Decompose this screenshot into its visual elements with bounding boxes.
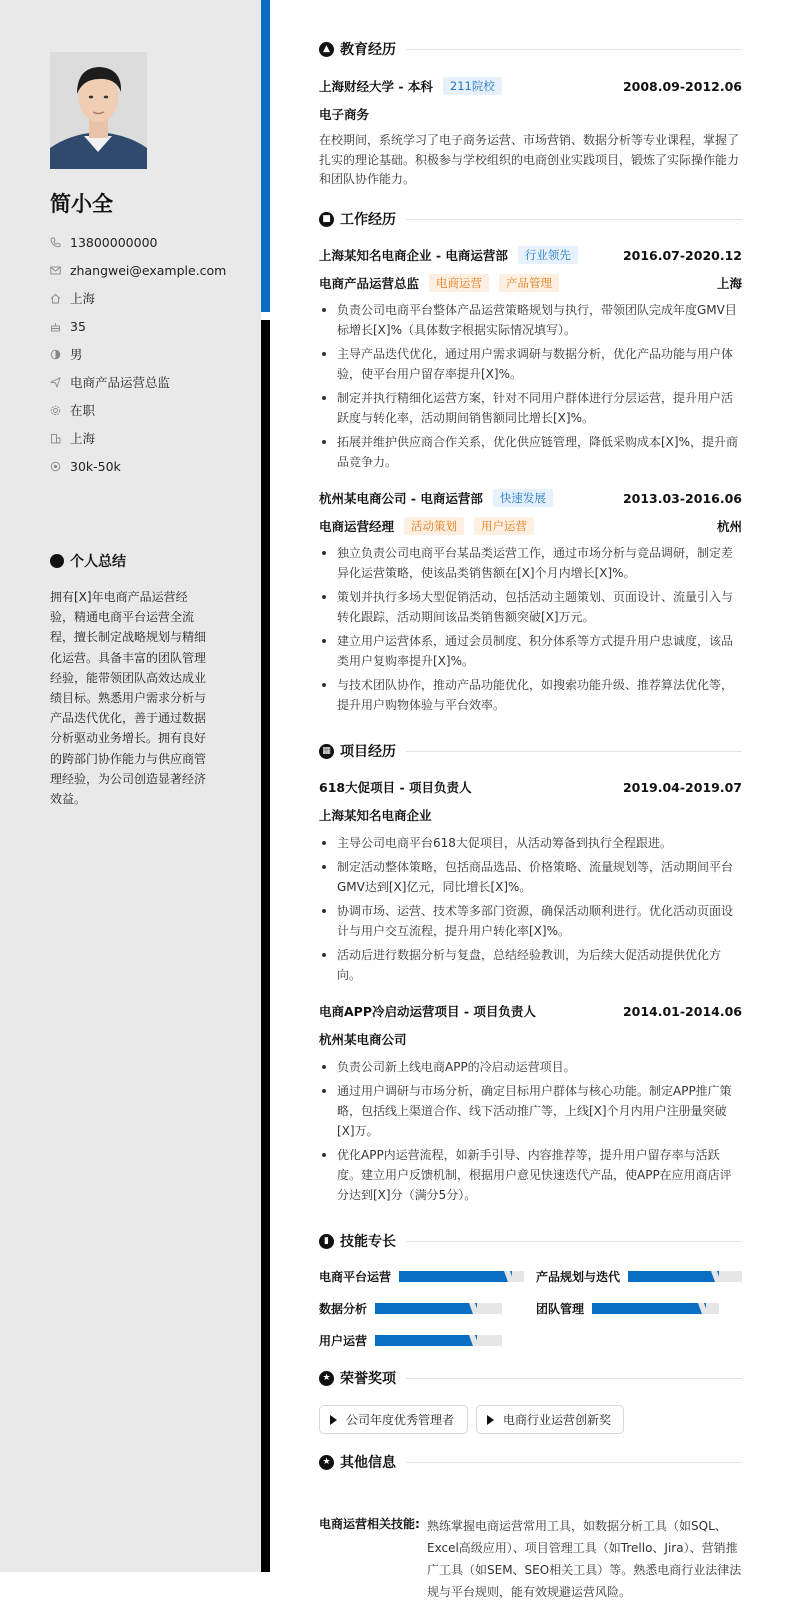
education-desc: 在校期间，系统学习了电子商务运营、市场营销、数据分析等专业课程，掌握了扎实的理论基础。积极参与学校组织的电商创业实践项目，锻炼了实际操作能力和团队协作能力。 [319, 133, 740, 187]
bullet-item: 与技术团队协作，推动产品功能优化，如搜索功能升级、推荐算法优化等，提升用户购物体验与平台效率。 [319, 675, 742, 715]
briefcase-icon: ■ [319, 212, 334, 227]
work-role-row [319, 274, 742, 292]
project-org: 杭州某电商公司 [319, 1032, 407, 1047]
project-period: 2014.01-2014.06 [622, 1003, 742, 1019]
other-label: 电商运营相关技能: [319, 1517, 420, 1531]
section-title: 工作经历 [340, 212, 396, 228]
project-bullets [319, 833, 742, 989]
info-value: 男 [70, 347, 83, 362]
project-org-row [319, 806, 742, 824]
school-tag: 211院校 [443, 77, 502, 95]
grid-icon: ▦ [319, 744, 334, 759]
award-item [476, 1405, 624, 1434]
divider-bar [261, 320, 270, 1572]
play-icon [487, 1415, 494, 1425]
bullet-item: 主导产品迭代优化，通过用户需求调研与数据分析，优化产品功能与用户体验，使平台用户留存率提升[X]%。 [319, 344, 742, 384]
bullet-item: 协调市场、运营、技术等多部门资源，确保活动顺利进行。优化活动页面设计与用户交互流程，提升用户转化率[X]%。 [319, 901, 742, 941]
section-title: 项目经历 [340, 744, 396, 760]
work-city: 上海 [716, 276, 742, 291]
role: 电商产品运营总监 [319, 276, 420, 291]
user-icon [50, 554, 64, 568]
skill-name: 数据分析 [319, 1301, 368, 1316]
project-name: 618大促项目 - 项目负责人 [319, 780, 472, 795]
school-name: 上海财经大学 - 本科 [319, 79, 433, 94]
info-salary [50, 452, 226, 480]
skill-item [536, 1267, 742, 1285]
skill-name: 电商平台运营 [319, 1269, 392, 1284]
info-email [50, 256, 226, 284]
section-title: 教育经历 [340, 42, 396, 58]
bullet-item: 制定并执行精细化运营方案，针对不同用户群体进行分层运营，提升用户活跃度与转化率，活动期间销售额同比增长[X]%。 [319, 388, 742, 428]
skill-bar [628, 1271, 742, 1282]
info-value: zhangwei@example.com [70, 262, 227, 278]
education-major-row [319, 105, 742, 123]
project-header [319, 778, 742, 796]
work-role-row [319, 517, 742, 535]
work-period: 2013.03-2016.06 [622, 490, 742, 506]
profile-photo [50, 52, 147, 169]
skill-bar [592, 1303, 719, 1314]
work-header [319, 246, 742, 264]
section-title: 其他信息 [340, 1455, 396, 1471]
sidebar [0, 0, 261, 1572]
info-value: 上海 [70, 291, 96, 306]
role-tag: 产品管理 [499, 274, 559, 292]
gender-icon [50, 349, 61, 360]
role-tag: 电商运营 [429, 274, 489, 292]
major: 电子商务 [319, 107, 370, 122]
bullet-item: 负责公司电商平台整体产品运营策略规划与执行，带领团队完成年度GMV目标增长[X]%（具体数字根据实际情况填写）。 [319, 300, 742, 340]
skill-name: 用户运营 [319, 1333, 368, 1348]
role-tag: 活动策划 [404, 517, 464, 535]
skill-item [319, 1267, 524, 1285]
award-name: 公司年度优秀管理者 [346, 1413, 455, 1427]
info-value: 上海 [70, 431, 96, 446]
graduation-cap-icon: ▲ [319, 42, 334, 57]
send-icon [50, 377, 61, 388]
home-icon [50, 293, 61, 304]
info-value: 30k-50k [70, 458, 121, 474]
phone-icon [50, 237, 61, 248]
skill-item [319, 1299, 502, 1317]
building-icon [50, 433, 61, 444]
section-awards [319, 1368, 742, 1388]
skill-name: 产品规划与迭代 [536, 1269, 621, 1284]
work-header [319, 489, 742, 507]
other-value: 熟练掌握电商运营常用工具，如数据分析工具（如SQL、Excel高级应用）、项目管理工具（如Trello、Jira）、营销推广工具（如SEM、SEO相关工具）等。熟悉电商行业法律法规与平台规则，能有效规避运营风险。 [427, 1519, 742, 1599]
bullet-item: 负责公司新上线电商APP的冷启动运营项目。 [319, 1057, 742, 1077]
section-education [319, 39, 742, 59]
work-bullets [319, 543, 742, 719]
skill-bar-fill [375, 1303, 477, 1314]
work-bullets [319, 300, 742, 476]
info-icon: ★ [319, 1455, 334, 1470]
play-icon [330, 1415, 337, 1425]
work-period: 2016.07-2020.12 [622, 247, 742, 263]
bullet-item: 独立负责公司电商平台某品类运营工作，通过市场分析与竞品调研，制定差异化运营策略，使该品类销售额在[X]个月内增长[X]%。 [319, 543, 742, 583]
section-other [319, 1452, 742, 1472]
section-title: 荣誉奖项 [340, 1371, 396, 1387]
skill-bar-fill [399, 1271, 512, 1282]
section-work [319, 209, 742, 229]
company-tag: 快速发展 [493, 489, 553, 507]
accent-bar [261, 0, 270, 312]
cake-icon [50, 321, 61, 332]
bar-chart-icon: ▮ [319, 1234, 334, 1249]
project-period: 2019.04-2019.07 [622, 779, 742, 795]
project-name: 电商APP冷启动运营项目 - 项目负责人 [319, 1004, 536, 1019]
project-bullets [319, 1057, 742, 1209]
bullet-item: 策划并执行多场大型促销活动，包括活动主题策划、页面设计、流量引入与转化跟踪，活动期间该品类销售额突破[X]万元。 [319, 587, 742, 627]
bullet-item: 主导公司电商平台618大促项目，从活动筹备到执行全程跟进。 [319, 833, 742, 853]
summary-heading [50, 551, 126, 571]
bullet-item: 活动后进行数据分析与复盘，总结经验教训，为后续大促活动提供优化方向。 [319, 945, 742, 985]
role: 电商运营经理 [319, 519, 395, 534]
bullet-item: 制定活动整体策略，包括商品选品、价格策略、流量规划等，活动期间平台GMV达到[X]亿元，同比增长[X]%。 [319, 857, 742, 897]
skill-bar-fill [375, 1335, 477, 1346]
company-name: 上海某知名电商企业 - 电商运营部 [319, 248, 508, 263]
info-work-city [50, 424, 226, 452]
skill-item [319, 1331, 502, 1349]
status-icon [50, 405, 61, 416]
salary-icon [50, 461, 61, 472]
section-title: 技能专长 [340, 1234, 396, 1250]
section-divider [406, 1462, 742, 1463]
section-divider [406, 1241, 742, 1242]
bullet-item: 通过用户调研与市场分析，确定目标用户群体与核心功能。制定APP推广策略，包括线上渠道合作、线下活动推广等，上线[X]个月内用户注册量突破[X]万。 [319, 1081, 742, 1141]
summary-text: 拥有[X]年电商产品运营经验，精通电商平台运营全流程，擅长制定战略规划与精细化运营。具备丰富的团队管理经验，能带领团队高效达成业绩目标。熟悉用户需求分析与产品迭代优化，善于通过数据分析驱动业务增长。拥有良好的跨部门协作能力与供应商管理经验，为公司创造显著经济效益。 [50, 590, 207, 807]
profile-name: 简小全 [50, 192, 113, 216]
info-position [50, 368, 226, 396]
role-tag: 用户运营 [474, 517, 534, 535]
info-status [50, 396, 226, 424]
education-header [319, 77, 742, 95]
section-divider [406, 1378, 742, 1379]
skill-bar [399, 1271, 524, 1282]
section-divider [406, 49, 742, 50]
section-projects [319, 741, 742, 761]
skill-bar-fill [628, 1271, 719, 1282]
project-org-row [319, 1030, 742, 1048]
info-city [50, 284, 226, 312]
info-value: 35 [70, 318, 86, 334]
project-header [319, 1002, 742, 1020]
company-name: 杭州某电商公司 - 电商运营部 [319, 491, 483, 506]
skill-bar [375, 1335, 502, 1346]
skill-name: 团队管理 [536, 1301, 585, 1316]
skill-bar-fill [592, 1303, 706, 1314]
info-phone [50, 228, 226, 256]
bullet-item: 拓展并维护供应商合作关系，优化供应链管理，降低采购成本[X]%，提升商品竞争力。 [319, 432, 742, 472]
bullet-item: 建立用户运营体系，通过会员制度、积分体系等方式提升用户忠诚度，该品类用户复购率提升[X]%。 [319, 631, 742, 671]
summary-title: 个人总结 [70, 554, 126, 570]
award-icon: ★ [319, 1371, 334, 1386]
skill-bar [375, 1303, 502, 1314]
info-value: 电商产品运营总监 [70, 375, 171, 390]
project-org: 上海某知名电商企业 [319, 808, 432, 823]
contact-info-list [50, 228, 226, 480]
info-value: 13800000000 [70, 234, 158, 250]
info-age [50, 312, 226, 340]
mail-icon [50, 265, 61, 276]
section-divider [406, 751, 742, 752]
skill-item [536, 1299, 719, 1317]
work-city: 杭州 [716, 519, 742, 534]
award-name: 电商行业运营创新奖 [503, 1413, 612, 1427]
info-gender [50, 340, 226, 368]
education-period: 2008.09-2012.06 [622, 78, 742, 94]
info-value: 在职 [70, 403, 96, 418]
company-tag: 行业领先 [518, 246, 578, 264]
section-skills [319, 1231, 742, 1251]
section-divider [406, 219, 742, 220]
award-item [319, 1405, 468, 1434]
bullet-item: 优化APP内运营流程，如新手引导、内容推荐等，提升用户留存率与活跃度。建立用户反馈机制，根据用户意见快速迭代产品，使APP在应用商店评分达到[X]分（满分5分）。 [319, 1145, 742, 1205]
